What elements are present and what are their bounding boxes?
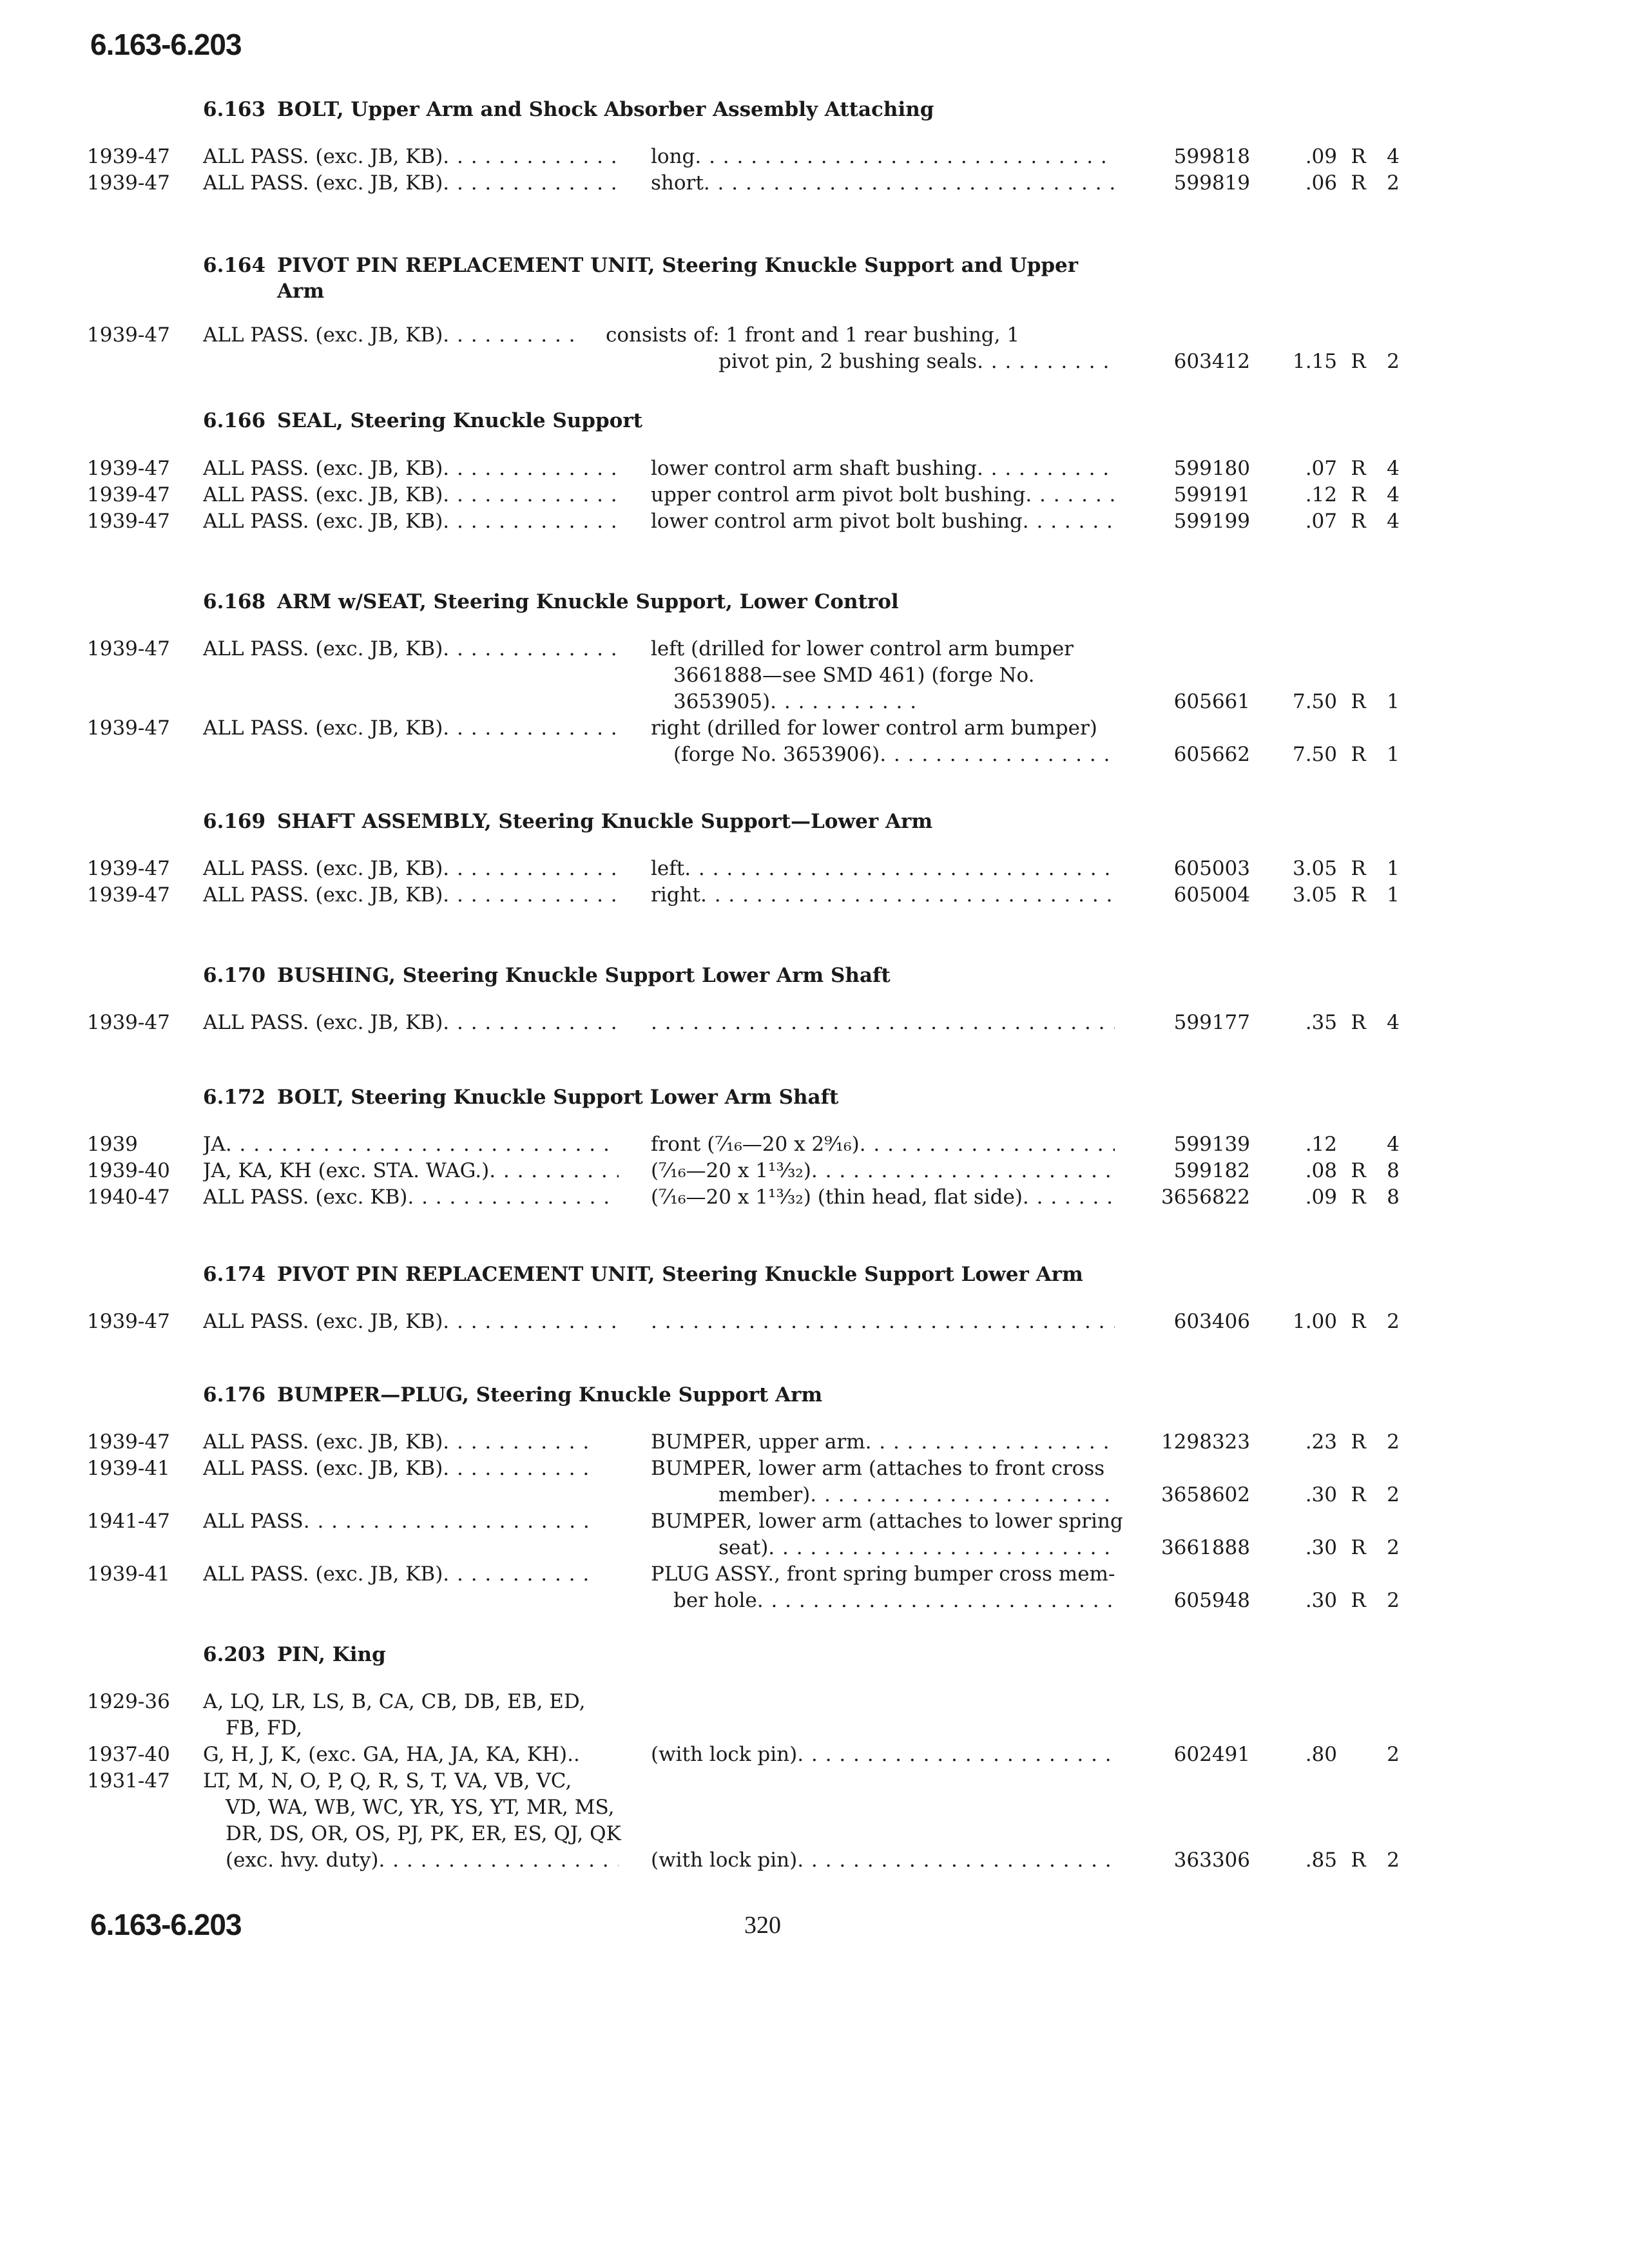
part-number-cell: 605004 xyxy=(1173,883,1250,907)
description-cell xyxy=(651,1742,1115,1768)
year-cell: 1931-47 xyxy=(87,1769,170,1792)
cell: PLUG ASSY., front spring bumper cross mem- xyxy=(651,1562,1115,1586)
cell-text: ALL PASS. (exc. JB, KB) xyxy=(203,883,443,907)
cell-text: ALL PASS. (exc. JB, KB) xyxy=(203,483,443,506)
model-cell xyxy=(203,882,619,908)
code-cell: R xyxy=(1351,510,1366,533)
section-title-text: PIN, King xyxy=(277,1643,386,1666)
price-cell: .09 xyxy=(1305,145,1337,168)
year-cell: 1939-47 xyxy=(87,1011,170,1034)
cell-text: JA xyxy=(203,1133,226,1156)
part-number-cell: 3656822 xyxy=(1161,1186,1250,1209)
cell xyxy=(203,1847,619,1874)
dot-leader xyxy=(811,1158,1115,1184)
section-title-text: BOLT, Upper Arm and Shock Absorber Assembly Attaching xyxy=(277,98,934,121)
dot-leader xyxy=(443,1010,619,1036)
cell-text: 3653905) xyxy=(673,690,771,713)
description-cell xyxy=(651,482,1115,508)
section-number: 6.164 xyxy=(203,254,266,277)
part-number-cell: 599191 xyxy=(1173,483,1250,506)
section-number: 6.163 xyxy=(203,98,266,121)
description-cell xyxy=(651,1184,1115,1211)
section-number: 6.172 xyxy=(203,1086,266,1109)
cell-text: ALL PASS xyxy=(203,1510,304,1533)
price-cell: .80 xyxy=(1305,1743,1337,1766)
cell-text: (with lock pin) xyxy=(651,1849,798,1872)
part-number-cell: 599182 xyxy=(1173,1159,1250,1182)
part-number-cell: 605661 xyxy=(1173,690,1250,713)
model-cell xyxy=(203,1561,593,1588)
code-cell: R xyxy=(1351,883,1366,907)
cell xyxy=(651,1535,1115,1561)
cell: right (drilled for lower control arm bumper) xyxy=(651,716,1097,740)
model-cell xyxy=(203,1309,619,1335)
quantity-cell: 2 xyxy=(1387,1589,1400,1612)
part-number-cell: 3658602 xyxy=(1161,1483,1250,1506)
quantity-cell: 2 xyxy=(1387,1536,1400,1559)
model-cell xyxy=(203,636,619,662)
price-cell: .12 xyxy=(1305,1133,1337,1156)
description-cell xyxy=(651,882,1115,908)
section-title-text: BUMPER—PLUG, Steering Knuckle Support Arm xyxy=(277,1383,823,1407)
code-cell: R xyxy=(1351,1310,1366,1333)
model-cell: G, H, J, K, (exc. GA, HA, JA, KA, KH).. xyxy=(203,1743,580,1766)
price-cell: .23 xyxy=(1305,1430,1337,1454)
cell-text: lower control arm shaft bushing xyxy=(651,457,977,480)
description-cell xyxy=(651,1158,1115,1184)
cell: LT, M, N, O, P, Q, R, S, T, VA, VB, VC, xyxy=(203,1769,572,1792)
model-cell xyxy=(203,1131,619,1158)
dot-leader xyxy=(443,1456,593,1482)
cell-text: ALL PASS. (exc. JB, KB) xyxy=(203,510,443,533)
section-number: 6.166 xyxy=(203,409,266,432)
description-cell xyxy=(606,322,1115,375)
section-number: 6.176 xyxy=(203,1383,266,1407)
dot-leader xyxy=(304,1508,593,1535)
description-cell xyxy=(651,1508,1123,1561)
cell-text: ALL PASS. (exc. JB, KB) xyxy=(203,716,443,740)
description-cell xyxy=(651,1456,1115,1508)
dot-leader xyxy=(860,1131,1115,1158)
dot-leader xyxy=(443,856,619,882)
year-cell: 1939-47 xyxy=(87,1310,170,1333)
part-number-cell: 603412 xyxy=(1173,350,1250,373)
cell-text: upper control arm pivot bolt bushing xyxy=(651,483,1026,506)
price-cell: .06 xyxy=(1305,171,1337,195)
section-number: 6.174 xyxy=(203,1263,266,1286)
dot-leader xyxy=(797,1742,1115,1768)
dot-leader xyxy=(700,882,1115,908)
price-cell: 1.15 xyxy=(1292,350,1337,373)
dot-leader xyxy=(757,1588,1115,1614)
dot-leader xyxy=(443,508,619,535)
description-cell xyxy=(651,636,1115,715)
part-number-cell: 605003 xyxy=(1173,857,1250,880)
year-cell: 1939-47 xyxy=(87,483,170,506)
code-cell: R xyxy=(1351,743,1366,766)
year-cell: 1941-47 xyxy=(87,1510,170,1533)
part-number-cell: 363306 xyxy=(1173,1849,1250,1872)
cell: FB, FD, xyxy=(226,1716,303,1740)
description-cell xyxy=(651,1561,1115,1614)
cell-text: ALL PASS. (exc. JB, KB) xyxy=(203,1011,443,1034)
cell: A, LQ, LR, LS, B, CA, CB, DB, EB, ED, xyxy=(203,1690,586,1713)
code-cell: R xyxy=(1351,1589,1366,1612)
price-cell: .09 xyxy=(1305,1186,1337,1209)
cell-text: short xyxy=(651,171,704,195)
part-number-cell: 602491 xyxy=(1173,1743,1250,1766)
dot-leader xyxy=(226,1131,619,1158)
code-cell: R xyxy=(1351,1536,1366,1559)
price-cell: .35 xyxy=(1305,1011,1337,1034)
cell-text: right xyxy=(651,883,701,907)
section-number: Arm xyxy=(277,280,325,303)
year-cell: 1939-47 xyxy=(87,171,170,195)
part-number-cell: 605662 xyxy=(1173,743,1250,766)
model-cell xyxy=(203,1456,593,1482)
quantity-cell: 4 xyxy=(1387,483,1400,506)
cell-text: lower control arm pivot bolt bushing xyxy=(651,510,1023,533)
cell-text: ALL PASS. (exc. KB) xyxy=(203,1186,408,1209)
cell-text: (⁷⁄₁₆—20 x 1¹³⁄₃₂) (thin head, flat side) xyxy=(651,1186,1023,1209)
model-cell xyxy=(203,144,619,170)
year-cell: 1939-47 xyxy=(87,883,170,907)
cell-text: ALL PASS. (exc. JB, KB) xyxy=(203,857,443,880)
section-title-6-172 xyxy=(203,1084,838,1110)
cell-text: ALL PASS. (exc. JB, KB) xyxy=(203,1430,443,1454)
cell-text: ALL PASS. (exc. JB, KB) xyxy=(203,1457,443,1480)
section-title-text: PIVOT PIN REPLACEMENT UNIT, Steering Knuckle Support and Upper xyxy=(277,254,1079,277)
dot-leader xyxy=(704,170,1115,197)
section-title-text: BUSHING, Steering Knuckle Support Lower Arm Shaft xyxy=(277,964,891,987)
cell: left (drilled for lower control arm bumper xyxy=(651,637,1074,660)
part-number-cell: 1298323 xyxy=(1161,1430,1250,1454)
section-title-6-174 xyxy=(203,1262,1083,1287)
quantity-cell: 2 xyxy=(1387,1743,1400,1766)
quantity-cell: 8 xyxy=(1387,1186,1400,1209)
description-cell xyxy=(651,715,1115,768)
quantity-cell: 1 xyxy=(1387,857,1400,880)
dot-leader xyxy=(443,882,619,908)
year-cell: 1940-47 xyxy=(87,1186,170,1209)
dot-leader xyxy=(977,456,1115,482)
quantity-cell: 2 xyxy=(1387,350,1400,373)
cell-text: ALL PASS. (exc. JB, KB) xyxy=(203,1562,443,1586)
dot-leader xyxy=(810,1482,1115,1508)
model-cell xyxy=(203,1689,619,1742)
dot-leader xyxy=(1025,482,1115,508)
cell xyxy=(651,742,1115,768)
cell-text: pivot pin, 2 bushing seals xyxy=(718,350,978,373)
code-cell: R xyxy=(1351,690,1366,713)
price-cell: 3.05 xyxy=(1292,883,1337,907)
dot-leader xyxy=(1023,1184,1115,1211)
model-cell xyxy=(203,508,619,535)
page-range-top: 6.163-6.203 xyxy=(90,28,242,61)
quantity-cell: 8 xyxy=(1387,1159,1400,1182)
quantity-cell: 4 xyxy=(1387,510,1400,533)
description-cell xyxy=(651,1309,1115,1335)
year-cell: 1939-47 xyxy=(87,457,170,480)
dot-leader xyxy=(684,856,1115,882)
code-cell: R xyxy=(1351,171,1366,195)
dot-leader xyxy=(378,1847,619,1874)
cell xyxy=(651,1588,1115,1614)
cell: VD, WA, WB, WC, YR, YS, YT, MR, MS, xyxy=(226,1796,615,1819)
year-cell: 1937-40 xyxy=(87,1743,170,1766)
cell-text: long xyxy=(651,145,695,168)
price-cell: .30 xyxy=(1305,1589,1337,1612)
dot-leader xyxy=(797,1847,1115,1874)
quantity-cell: 2 xyxy=(1387,171,1400,195)
description-cell xyxy=(651,856,1115,882)
code-cell: R xyxy=(1351,857,1366,880)
cell-text: (⁷⁄₁₆—20 x 1¹³⁄₃₂) xyxy=(651,1159,811,1182)
cell-text: member) xyxy=(718,1483,811,1506)
year-cell: 1939-40 xyxy=(87,1159,170,1182)
code-cell: R xyxy=(1351,145,1366,168)
dot-leader xyxy=(977,349,1115,375)
cell-text: BUMPER, upper arm xyxy=(651,1430,865,1454)
price-cell: .30 xyxy=(1305,1536,1337,1559)
code-cell: R xyxy=(1351,483,1366,506)
section-title-6-163 xyxy=(203,97,934,122)
model-cell xyxy=(203,322,577,349)
code-cell: R xyxy=(1351,1159,1366,1182)
code-cell: R xyxy=(1351,1849,1366,1872)
price-cell: .07 xyxy=(1305,510,1337,533)
price-cell: .85 xyxy=(1305,1849,1337,1872)
description-cell xyxy=(651,1847,1115,1874)
section-number: 6.203 xyxy=(203,1643,266,1666)
year-cell: 1939 xyxy=(87,1133,138,1156)
quantity-cell: 2 xyxy=(1387,1310,1400,1333)
dot-leader xyxy=(443,482,619,508)
description-cell xyxy=(651,144,1115,170)
dot-leader xyxy=(651,1010,1115,1036)
description-cell xyxy=(651,508,1115,535)
part-number-cell: 599180 xyxy=(1173,457,1250,480)
cell-text: ALL PASS. (exc. JB, KB) xyxy=(203,171,443,195)
year-cell: 1929-36 xyxy=(87,1690,170,1713)
section-title-6-168 xyxy=(203,589,899,615)
cell: consists of: 1 front and 1 rear bushing, 1 xyxy=(606,323,1020,347)
section-title-text: SHAFT ASSEMBLY, Steering Knuckle Support—Lower Arm xyxy=(277,810,933,833)
cell: BUMPER, lower arm (attaches to front cross xyxy=(651,1457,1105,1480)
part-number-cell: 599199 xyxy=(1173,510,1250,533)
dot-leader xyxy=(443,170,619,197)
model-cell xyxy=(203,1010,619,1036)
dot-leader xyxy=(443,456,619,482)
cell-text: ber hole xyxy=(673,1589,757,1612)
dot-leader xyxy=(880,742,1115,768)
code-cell: R xyxy=(1351,1186,1366,1209)
quantity-cell: 1 xyxy=(1387,690,1400,713)
section-number: 6.168 xyxy=(203,590,266,613)
dot-leader xyxy=(443,636,619,662)
cell-text: seat) xyxy=(718,1536,769,1559)
model-cell xyxy=(203,456,619,482)
model-cell xyxy=(203,1768,619,1874)
section-title-6-176 xyxy=(203,1382,822,1408)
price-cell: 3.05 xyxy=(1292,857,1337,880)
section-title-text: PIVOT PIN REPLACEMENT UNIT, Steering Knuckle Support Lower Arm xyxy=(277,1263,1083,1286)
section-title-text: SEAL, Steering Knuckle Support xyxy=(277,409,642,432)
year-cell: 1939-47 xyxy=(87,510,170,533)
model-cell xyxy=(203,1184,619,1211)
model-cell xyxy=(203,1158,619,1184)
cell xyxy=(651,1482,1115,1508)
quantity-cell: 4 xyxy=(1387,1133,1400,1156)
quantity-cell: 4 xyxy=(1387,145,1400,168)
quantity-cell: 2 xyxy=(1387,1430,1400,1454)
model-cell xyxy=(203,170,619,197)
cell: DR, DS, OR, OS, PJ, PK, ER, ES, QJ, QK xyxy=(226,1822,621,1845)
price-cell: .07 xyxy=(1305,457,1337,480)
year-cell: 1939-47 xyxy=(87,323,170,347)
part-number-cell: 603406 xyxy=(1173,1310,1250,1333)
code-cell: R xyxy=(1351,350,1366,373)
description-cell xyxy=(651,170,1115,197)
cell-text: (forge No. 3653906) xyxy=(673,743,880,766)
quantity-cell: 2 xyxy=(1387,1849,1400,1872)
dot-leader xyxy=(489,1158,619,1184)
price-cell: 1.00 xyxy=(1292,1310,1337,1333)
cell xyxy=(606,349,1115,375)
section-title-6-166 xyxy=(203,408,642,434)
section-number: 6.169 xyxy=(203,810,266,833)
cell-text: (exc. hvy. duty) xyxy=(226,1849,379,1872)
price-cell: .30 xyxy=(1305,1483,1337,1506)
year-cell: 1939-47 xyxy=(87,857,170,880)
part-number-cell: 599177 xyxy=(1173,1011,1250,1034)
year-cell: 1939-41 xyxy=(87,1457,170,1480)
description-cell xyxy=(651,1010,1115,1036)
part-number-cell: 599819 xyxy=(1173,171,1250,195)
cell-text: front (⁷⁄₁₆—20 x 2⁹⁄₁₆) xyxy=(651,1133,860,1156)
code-cell: R xyxy=(1351,457,1366,480)
description-cell xyxy=(651,1429,1115,1456)
part-number-cell: 599818 xyxy=(1173,145,1250,168)
dot-leader xyxy=(770,689,918,715)
quantity-cell: 2 xyxy=(1387,1483,1400,1506)
year-cell: 1939-47 xyxy=(87,716,170,740)
page-number: 320 xyxy=(744,1912,781,1939)
price-cell: .12 xyxy=(1305,483,1337,506)
code-cell: R xyxy=(1351,1011,1366,1034)
cell-text: ALL PASS. (exc. JB, KB) xyxy=(203,1310,443,1333)
cell-text: ALL PASS. (exc. JB, KB) xyxy=(203,457,443,480)
quantity-cell: 4 xyxy=(1387,457,1400,480)
description-cell xyxy=(651,1131,1115,1158)
cell-text: left xyxy=(651,857,685,880)
section-title-6-169 xyxy=(203,809,932,834)
dot-leader xyxy=(1023,508,1115,535)
section-title-text: ARM w/SEAT, Steering Knuckle Support, Lower Control xyxy=(277,590,899,613)
quantity-cell: 4 xyxy=(1387,1011,1400,1034)
dot-leader xyxy=(407,1184,619,1211)
price-cell: 7.50 xyxy=(1292,690,1337,713)
section-title-6-164 xyxy=(203,253,1078,304)
cell-text: ALL PASS. (exc. JB, KB) xyxy=(203,145,443,168)
model-cell xyxy=(203,1508,593,1535)
model-cell xyxy=(203,856,619,882)
cell: 3661888—see SMD 461) (forge No. xyxy=(673,664,1035,687)
dot-leader xyxy=(768,1535,1115,1561)
dot-leader xyxy=(651,1309,1115,1335)
part-number-cell: 605948 xyxy=(1173,1589,1250,1612)
cell: BUMPER, lower arm (attaches to lower spring xyxy=(651,1510,1123,1533)
quantity-cell: 1 xyxy=(1387,743,1400,766)
dot-leader xyxy=(443,715,619,742)
cell-text: JA, KA, KH (exc. STA. WAG.) xyxy=(203,1159,490,1182)
section-title-6-170 xyxy=(203,963,891,988)
year-cell: 1939-47 xyxy=(87,145,170,168)
quantity-cell: 1 xyxy=(1387,883,1400,907)
year-cell: 1939-47 xyxy=(87,637,170,660)
page-range-bottom: 6.163-6.203 xyxy=(90,1908,242,1941)
year-cell: 1939-47 xyxy=(87,1430,170,1454)
price-cell: .08 xyxy=(1305,1159,1337,1182)
cell xyxy=(651,689,918,715)
year-cell: 1939-41 xyxy=(87,1562,170,1586)
dot-leader xyxy=(443,1561,593,1588)
section-number: 6.170 xyxy=(203,964,266,987)
section-title-6-203 xyxy=(203,1642,386,1667)
dot-leader xyxy=(443,1429,593,1456)
model-cell xyxy=(203,482,619,508)
dot-leader xyxy=(443,322,577,349)
dot-leader xyxy=(695,144,1115,170)
dot-leader xyxy=(443,144,619,170)
cell-text: ALL PASS. (exc. JB, KB) xyxy=(203,323,443,347)
model-cell xyxy=(203,1429,593,1456)
code-cell: R xyxy=(1351,1483,1366,1506)
part-number-cell: 599139 xyxy=(1173,1133,1250,1156)
cell-text: (with lock pin) xyxy=(651,1743,798,1766)
dot-leader xyxy=(865,1429,1115,1456)
cell-text: ALL PASS. (exc. JB, KB) xyxy=(203,637,443,660)
description-cell xyxy=(651,456,1115,482)
price-cell: 7.50 xyxy=(1292,743,1337,766)
code-cell: R xyxy=(1351,1430,1366,1454)
part-number-cell: 3661888 xyxy=(1161,1536,1250,1559)
model-cell xyxy=(203,715,619,742)
dot-leader xyxy=(443,1309,619,1335)
section-title-text: BOLT, Steering Knuckle Support Lower Arm Shaft xyxy=(277,1086,839,1109)
